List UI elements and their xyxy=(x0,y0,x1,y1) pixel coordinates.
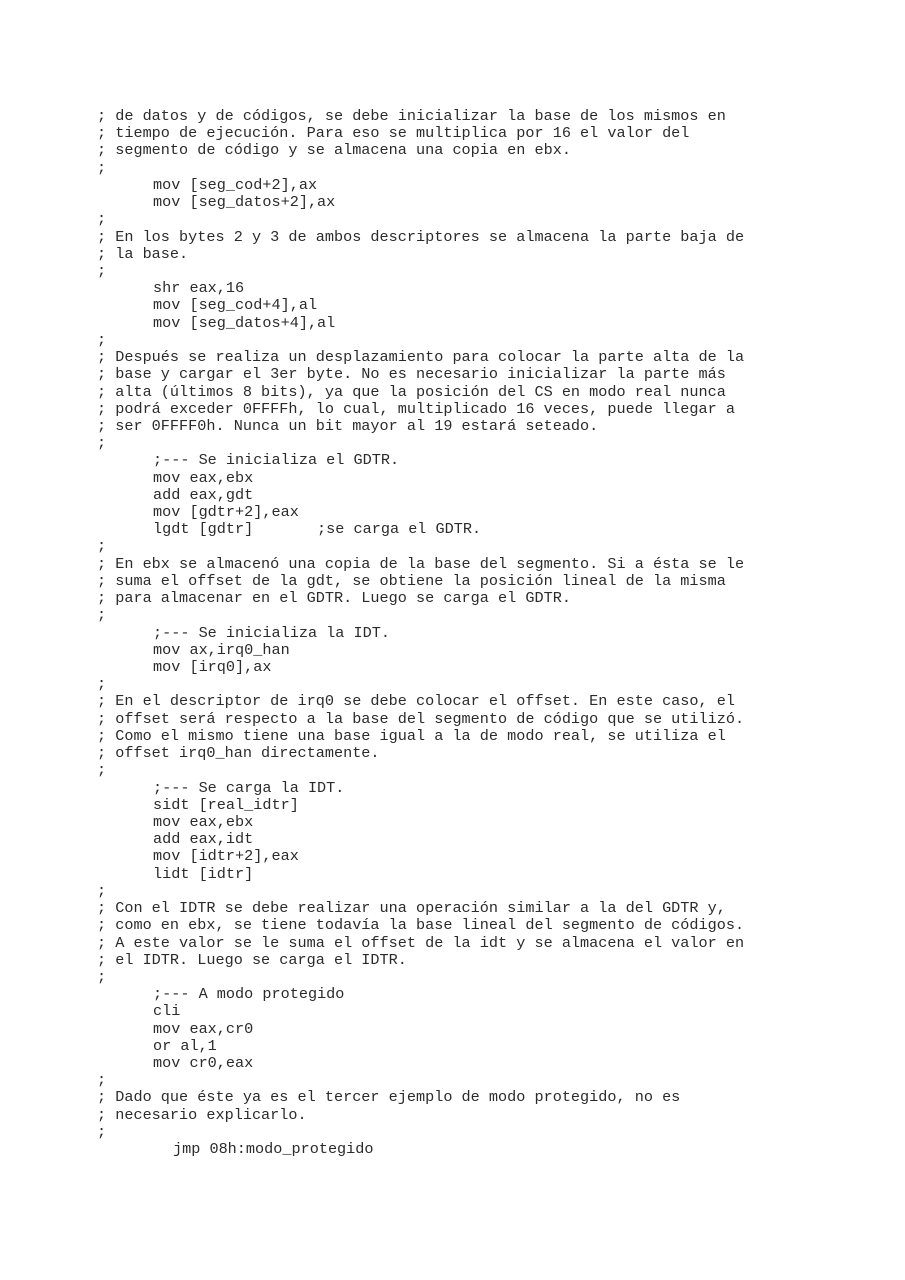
document-page xyxy=(97,108,877,1158)
comment-line: ; base y cargar el 3er byte. No es necesario inicializar la parte más xyxy=(97,365,726,384)
comment-line: ; necesario explicarlo. xyxy=(97,1105,307,1124)
code-line: ;--- Se inicializa el GDTR. xyxy=(153,451,400,470)
comment-line: ; como en ebx, se tiene todavía la base lineal del segmento de códigos. xyxy=(97,916,745,935)
comment-line: ; suma el offset de la gdt, se obtiene la posición lineal de la misma xyxy=(97,571,726,590)
comment-line: ; xyxy=(97,881,107,900)
comment-line: ; de datos y de códigos, se debe inicializar la base de los mismos en xyxy=(97,107,726,125)
comment-line: ; En el descriptor de irq0 se debe colocar el offset. En este caso, el xyxy=(97,692,735,711)
comment-line: ; xyxy=(97,1122,107,1141)
code-line: mov [seg_datos+4],al xyxy=(153,313,336,332)
comment-line: ; tiempo de ejecución. Para eso se multiplica por 16 el valor del xyxy=(97,124,690,143)
code-line: mov [idtr+2],eax xyxy=(153,847,299,866)
comment-line: ; para almacenar en el GDTR. Luego se carga el GDTR. xyxy=(97,589,571,608)
comment-line: ; alta (últimos 8 bits), ya que la posición del CS en modo real nunca xyxy=(97,382,726,401)
comment-line: ; la base. xyxy=(97,244,189,263)
code-line: cli xyxy=(153,1002,181,1021)
code-line: mov [seg_datos+2],ax xyxy=(153,193,336,212)
comment-line: ; xyxy=(97,158,107,177)
code-line: sidt [real_idtr] xyxy=(153,795,299,814)
code-line: mov ax,irq0_han xyxy=(153,640,290,659)
comment-line: ; ser 0FFFF0h. Nunca un bit mayor al 19 estará seteado. xyxy=(97,416,599,435)
code-line: ;--- A modo protegido xyxy=(153,985,345,1004)
comment-line: ; xyxy=(97,967,107,986)
comment-line: ; xyxy=(97,537,107,556)
comment-line: ; Como el mismo tiene una base igual a la de modo real, se utiliza el xyxy=(97,726,726,745)
comment-line: ; xyxy=(97,606,107,625)
comment-line: ; xyxy=(97,761,107,780)
code-line: ;--- Se carga la IDT. xyxy=(153,778,345,797)
comment-line: ; offset será respecto a la base del segmento de código que se utilizó. xyxy=(97,709,745,728)
code-line: lgdt [gdtr] ;se carga el GDTR. xyxy=(153,520,482,539)
comment-line: ; offset irq0_han directamente. xyxy=(97,744,380,763)
code-line: mov eax,cr0 xyxy=(153,1019,254,1038)
comment-line: ; xyxy=(97,330,107,349)
code-line: mov [seg_cod+4],al xyxy=(153,296,318,315)
code-line: mov cr0,eax xyxy=(153,1054,254,1073)
comment-line: ; xyxy=(97,1071,107,1090)
code-line: jmp 08h:modo_protegido xyxy=(173,1140,374,1159)
code-line: add eax,idt xyxy=(153,830,254,849)
code-line: mov [seg_cod+2],ax xyxy=(153,175,318,194)
comment-line: ; Con el IDTR se debe realizar una operación similar a la del GDTR y, xyxy=(97,899,726,918)
comment-line: ; A este valor se le suma el offset de la idt y se almacena el valor en xyxy=(97,933,745,952)
code-line: shr eax,16 xyxy=(153,279,245,298)
code-line: lidt [idtr] xyxy=(153,864,254,883)
comment-line: ; En los bytes 2 y 3 de ambos descriptores se almacena la parte baja de xyxy=(97,227,745,246)
code-line: mov eax,ebx xyxy=(153,468,254,487)
comment-line: ; Después se realiza un desplazamiento para colocar la parte alta de la xyxy=(97,348,745,367)
code-line: add eax,gdt xyxy=(153,485,254,504)
comment-line: ; Dado que éste ya es el tercer ejemplo de modo protegido, no es xyxy=(97,1088,681,1107)
code-line: mov [gdtr+2],eax xyxy=(153,503,299,522)
code-line: ;--- Se inicializa la IDT. xyxy=(153,623,390,642)
code-line: mov eax,ebx xyxy=(153,812,254,831)
code-line: mov [irq0],ax xyxy=(153,658,272,676)
code-line: or al,1 xyxy=(153,1036,217,1055)
comment-line: ; xyxy=(97,675,107,694)
comment-line: ; xyxy=(97,210,107,229)
comment-line: ; podrá exceder 0FFFFh, lo cual, multiplicado 16 veces, puede llegar a xyxy=(97,399,735,418)
comment-line: ; xyxy=(97,434,107,453)
comment-line: ; el IDTR. Luego se carga el IDTR. xyxy=(97,950,407,969)
comment-line: ; segmento de código y se almacena una copia en ebx. xyxy=(97,141,571,160)
comment-line: ; En ebx se almacenó una copia de la base del segmento. Si a ésta se le xyxy=(97,554,745,573)
comment-line: ; xyxy=(97,261,107,280)
